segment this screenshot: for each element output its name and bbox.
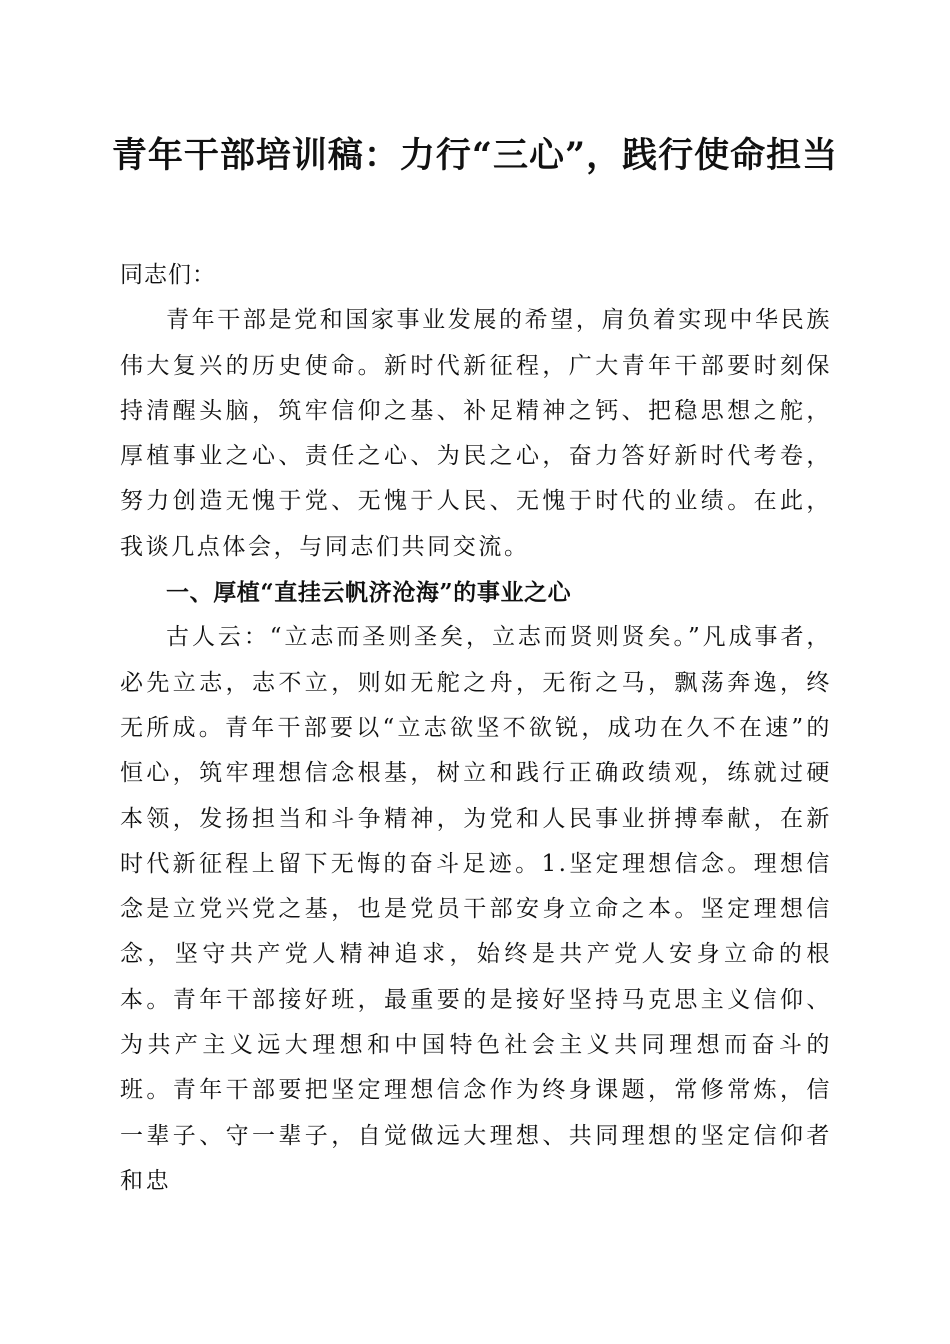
document-title: 青年干部培训稿：力行“三心”，践行使命担当 — [111, 135, 839, 176]
document-body — [120, 253, 832, 1204]
salutation: 同志们： — [120, 262, 216, 288]
intro-paragraph: 青年干部是党和国家事业发展的希望，肩负着实现中华民族伟大复兴的历史使命。新时代新征程，广大青年干部要时刻保持清醒头脑，筑牢信仰之基、补足精神之钙、把稳思想之舵，厚植事业之心、责任之心、为民之心，奋力答好新时代考卷，努力创造无愧于党、无愧于人民、无愧于时代的业绩。在此，我谈几点体会，与同志们共同交流。 — [120, 307, 832, 560]
section-heading-1: 一、厚植“直挂云帆济沧海”的事业之心 — [166, 579, 572, 607]
section-1-paragraph: 古人云：“立志而圣则圣矣，立志而贤则贤矣。”凡成事者，必先立志，志不立，则如无舵之舟，无衔之马，飘荡奔逸，终无所成。青年干部要以“立志欲坚不欲锐，成功在久不在速”的恒心，筑牢理想信念根基，树立和践行正确政绩观，练就过硬本领，发扬担当和斗争精神，为党和人民事业拼搏奉献，在新时代新征程上留下无悔的奋斗足迹。1.坚定理想信念。理想信念是立党兴党之基，也是党员干部安身立命之本。坚定理想信念，坚守共产党人精神追求，始终是共产党人安身立命的根本。青年干部接好班，最重要的是接好坚持马克思主义信仰、为共产主义远大理想和中国特色社会主义共同理想而奋斗的班。青年干部要把坚定理想信念作为终身课题，常修常炼，信一辈子、守一辈子，自觉做远大理想、共同理想的坚定信仰者和忠 — [120, 624, 832, 1194]
